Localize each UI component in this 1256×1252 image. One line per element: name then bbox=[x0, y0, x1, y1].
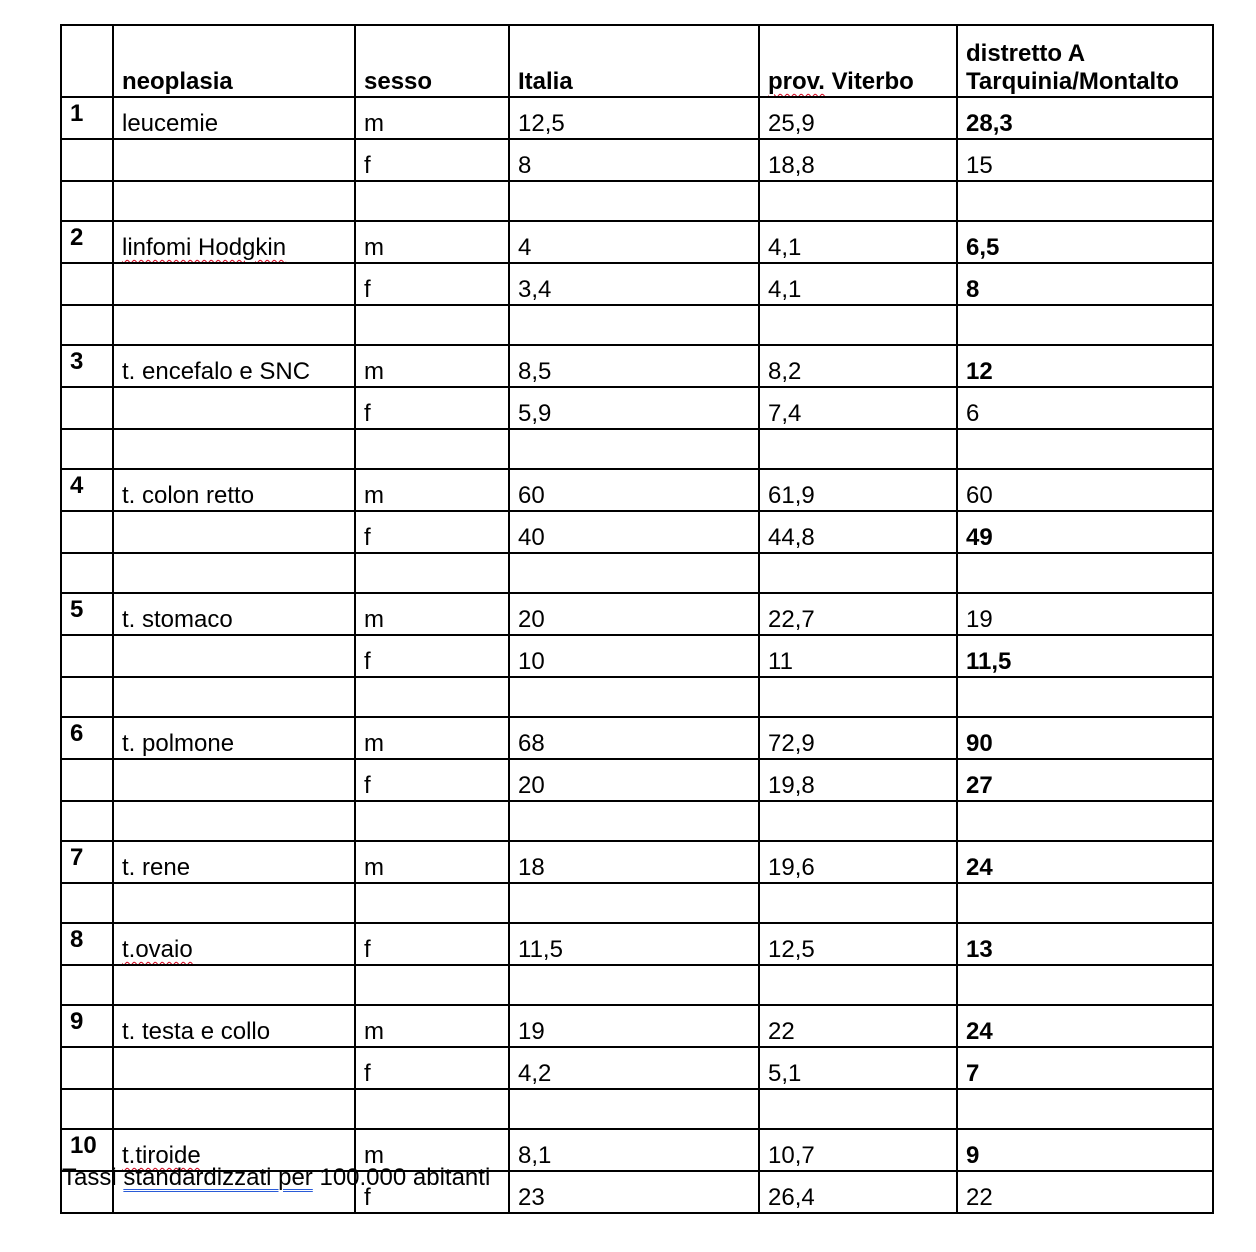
empty-cell bbox=[355, 429, 509, 469]
neoplasia-label: t. testa e collo bbox=[122, 1018, 271, 1045]
row-number: 10 bbox=[61, 1129, 113, 1171]
sex-cell: m bbox=[355, 469, 509, 511]
spacer-row bbox=[61, 305, 1213, 345]
row-number: 2 bbox=[61, 221, 113, 263]
viterbo-value: 19,8 bbox=[759, 759, 957, 801]
empty-cell bbox=[355, 181, 509, 221]
empty-cell bbox=[957, 965, 1213, 1005]
district-value: 60 bbox=[957, 469, 1213, 511]
header-viterbo-prov: prov. bbox=[768, 68, 825, 95]
neoplasia-name bbox=[113, 221, 355, 263]
viterbo-value: 22 bbox=[759, 1005, 957, 1047]
empty-cell bbox=[113, 181, 355, 221]
empty-cell bbox=[759, 1089, 957, 1129]
empty-cell bbox=[957, 553, 1213, 593]
header-num bbox=[61, 25, 113, 97]
district-value: 11,5 bbox=[957, 635, 1213, 677]
header-row bbox=[61, 25, 1213, 97]
empty-cell bbox=[957, 181, 1213, 221]
neoplasia-label: t. colon retto bbox=[122, 482, 255, 509]
table-row bbox=[61, 221, 1213, 263]
sex-cell: m bbox=[355, 221, 509, 263]
empty-cell bbox=[509, 429, 759, 469]
neoplasia-name bbox=[113, 717, 355, 759]
empty-cell bbox=[957, 1089, 1213, 1129]
empty-cell bbox=[759, 553, 957, 593]
spacer-row bbox=[61, 1089, 1213, 1129]
empty-cell bbox=[113, 801, 355, 841]
neoplasia-name bbox=[113, 97, 355, 139]
district-value: 9 bbox=[957, 1129, 1213, 1171]
table-row bbox=[61, 717, 1213, 759]
empty-cell bbox=[355, 305, 509, 345]
viterbo-value: 26,4 bbox=[759, 1171, 957, 1213]
empty-cell bbox=[759, 883, 957, 923]
row-number bbox=[61, 139, 113, 181]
empty-cell bbox=[355, 801, 509, 841]
neoplasia-name bbox=[113, 841, 355, 883]
neoplasia-name bbox=[113, 1047, 355, 1089]
header-viterbo-label: Viterbo bbox=[824, 68, 914, 95]
spacer-row bbox=[61, 429, 1213, 469]
row-number: 8 bbox=[61, 923, 113, 965]
sex-cell: f bbox=[355, 139, 509, 181]
district-value: 15 bbox=[957, 139, 1213, 181]
viterbo-value: 12,5 bbox=[759, 923, 957, 965]
sex-cell: m bbox=[355, 717, 509, 759]
viterbo-value: 44,8 bbox=[759, 511, 957, 553]
neoplasia-name bbox=[113, 923, 355, 965]
italia-value: 68 bbox=[509, 717, 759, 759]
spacer-row bbox=[61, 553, 1213, 593]
row-number bbox=[61, 387, 113, 429]
italia-value: 3,4 bbox=[509, 263, 759, 305]
row-number: 4 bbox=[61, 469, 113, 511]
empty-cell bbox=[113, 553, 355, 593]
table-row bbox=[61, 97, 1213, 139]
district-value: 49 bbox=[957, 511, 1213, 553]
header-district-line2: Tarquinia/Montalto bbox=[966, 68, 1179, 95]
neoplasia-name bbox=[113, 263, 355, 305]
sex-cell: f bbox=[355, 1047, 509, 1089]
empty-cell bbox=[61, 1089, 113, 1129]
empty-cell bbox=[509, 305, 759, 345]
table-row bbox=[61, 1047, 1213, 1089]
sex-cell: f bbox=[355, 1171, 509, 1213]
italia-value: 20 bbox=[509, 593, 759, 635]
district-value: 19 bbox=[957, 593, 1213, 635]
italia-value: 20 bbox=[509, 759, 759, 801]
neoplasia-label: leucemie bbox=[122, 110, 219, 137]
italia-value: 11,5 bbox=[509, 923, 759, 965]
empty-cell bbox=[759, 181, 957, 221]
neoplasia-label: t. polmone bbox=[122, 730, 235, 757]
neoplasia-label: t. stomaco bbox=[122, 606, 233, 633]
row-number bbox=[61, 263, 113, 305]
empty-cell bbox=[355, 1089, 509, 1129]
sex-cell: m bbox=[355, 841, 509, 883]
italia-value: 8 bbox=[509, 139, 759, 181]
spacer-row bbox=[61, 677, 1213, 717]
district-value: 24 bbox=[957, 841, 1213, 883]
italia-value: 4,2 bbox=[509, 1047, 759, 1089]
empty-cell bbox=[61, 181, 113, 221]
district-value: 6 bbox=[957, 387, 1213, 429]
empty-cell bbox=[759, 429, 957, 469]
row-number bbox=[61, 635, 113, 677]
italia-value: 12,5 bbox=[509, 97, 759, 139]
empty-cell bbox=[759, 965, 957, 1005]
empty-cell bbox=[759, 801, 957, 841]
empty-cell bbox=[61, 677, 113, 717]
neoplasia-name bbox=[113, 759, 355, 801]
italia-value: 60 bbox=[509, 469, 759, 511]
row-number: 5 bbox=[61, 593, 113, 635]
header-sesso: sesso bbox=[355, 25, 509, 97]
italia-value: 23 bbox=[509, 1171, 759, 1213]
table-row bbox=[61, 345, 1213, 387]
neoplasia-label: t.tiroide bbox=[122, 1142, 201, 1169]
empty-cell bbox=[957, 883, 1213, 923]
table-row bbox=[61, 841, 1213, 883]
header-viterbo bbox=[759, 25, 957, 97]
viterbo-value: 22,7 bbox=[759, 593, 957, 635]
empty-cell bbox=[61, 965, 113, 1005]
empty-cell bbox=[509, 677, 759, 717]
row-number bbox=[61, 759, 113, 801]
sex-cell: m bbox=[355, 1129, 509, 1171]
empty-cell bbox=[113, 1089, 355, 1129]
empty-cell bbox=[509, 965, 759, 1005]
viterbo-value: 19,6 bbox=[759, 841, 957, 883]
empty-cell bbox=[509, 553, 759, 593]
italia-value: 19 bbox=[509, 1005, 759, 1047]
italia-value: 8,1 bbox=[509, 1129, 759, 1171]
empty-cell bbox=[759, 305, 957, 345]
sex-cell: f bbox=[355, 387, 509, 429]
neoplasia-name bbox=[113, 387, 355, 429]
empty-cell bbox=[509, 883, 759, 923]
viterbo-value: 10,7 bbox=[759, 1129, 957, 1171]
district-value: 28,3 bbox=[957, 97, 1213, 139]
viterbo-value: 72,9 bbox=[759, 717, 957, 759]
empty-cell bbox=[957, 677, 1213, 717]
empty-cell bbox=[61, 801, 113, 841]
empty-cell bbox=[113, 305, 355, 345]
district-value: 6,5 bbox=[957, 221, 1213, 263]
row-number: 3 bbox=[61, 345, 113, 387]
empty-cell bbox=[61, 883, 113, 923]
sex-cell: f bbox=[355, 263, 509, 305]
header-district-line1: distretto A bbox=[966, 40, 1086, 67]
neoplasia-name bbox=[113, 1005, 355, 1047]
district-value: 27 bbox=[957, 759, 1213, 801]
empty-cell bbox=[61, 305, 113, 345]
italia-value: 10 bbox=[509, 635, 759, 677]
viterbo-value: 61,9 bbox=[759, 469, 957, 511]
footnote bbox=[62, 1164, 490, 1192]
table-row bbox=[61, 511, 1213, 553]
footnote-suffix: 100.000 abitanti bbox=[312, 1164, 491, 1191]
row-number: 6 bbox=[61, 717, 113, 759]
empty-cell bbox=[509, 801, 759, 841]
neoplasia-name bbox=[113, 635, 355, 677]
sex-cell: m bbox=[355, 593, 509, 635]
viterbo-value: 18,8 bbox=[759, 139, 957, 181]
footnote-prefix: Tassi bbox=[62, 1164, 124, 1191]
sex-cell: f bbox=[355, 923, 509, 965]
empty-cell bbox=[509, 1089, 759, 1129]
row-number: 1 bbox=[61, 97, 113, 139]
empty-cell bbox=[957, 801, 1213, 841]
empty-cell bbox=[61, 429, 113, 469]
italia-value: 5,9 bbox=[509, 387, 759, 429]
district-value: 7 bbox=[957, 1047, 1213, 1089]
footnote-underlined: standardizzati per bbox=[123, 1164, 313, 1191]
table-row bbox=[61, 1005, 1213, 1047]
viterbo-value: 5,1 bbox=[759, 1047, 957, 1089]
empty-cell bbox=[355, 677, 509, 717]
incidence-table bbox=[60, 24, 1214, 1214]
viterbo-value: 8,2 bbox=[759, 345, 957, 387]
spacer-row bbox=[61, 181, 1213, 221]
district-value: 90 bbox=[957, 717, 1213, 759]
row-number: 7 bbox=[61, 841, 113, 883]
table-row bbox=[61, 923, 1213, 965]
table-row bbox=[61, 387, 1213, 429]
empty-cell bbox=[355, 883, 509, 923]
viterbo-value: 4,1 bbox=[759, 263, 957, 305]
row-number bbox=[61, 1047, 113, 1089]
row-number: 9 bbox=[61, 1005, 113, 1047]
table-row bbox=[61, 635, 1213, 677]
italia-value: 18 bbox=[509, 841, 759, 883]
row-number bbox=[61, 511, 113, 553]
viterbo-value: 7,4 bbox=[759, 387, 957, 429]
table-row bbox=[61, 759, 1213, 801]
empty-cell bbox=[759, 677, 957, 717]
sex-cell: m bbox=[355, 1005, 509, 1047]
viterbo-value: 4,1 bbox=[759, 221, 957, 263]
neoplasia-name bbox=[113, 469, 355, 511]
spacer-row bbox=[61, 965, 1213, 1005]
district-value: 12 bbox=[957, 345, 1213, 387]
sex-cell: f bbox=[355, 511, 509, 553]
neoplasia-label: t. encefalo e SNC bbox=[122, 358, 311, 385]
neoplasia-name bbox=[113, 139, 355, 181]
header-neoplasia: neoplasia bbox=[113, 25, 355, 97]
spacer-row bbox=[61, 883, 1213, 923]
empty-cell bbox=[957, 429, 1213, 469]
neoplasia-name bbox=[113, 511, 355, 553]
italia-value: 4 bbox=[509, 221, 759, 263]
empty-cell bbox=[355, 553, 509, 593]
spacer-row bbox=[61, 801, 1213, 841]
header-district bbox=[957, 25, 1213, 97]
neoplasia-label: t. rene bbox=[122, 854, 191, 881]
table-row bbox=[61, 469, 1213, 511]
empty-cell bbox=[113, 883, 355, 923]
sex-cell: m bbox=[355, 97, 509, 139]
table-row bbox=[61, 263, 1213, 305]
viterbo-value: 11 bbox=[759, 635, 957, 677]
empty-cell bbox=[113, 429, 355, 469]
district-value: 24 bbox=[957, 1005, 1213, 1047]
district-value: 22 bbox=[957, 1171, 1213, 1213]
sex-cell: f bbox=[355, 635, 509, 677]
empty-cell bbox=[355, 965, 509, 1005]
viterbo-value: 25,9 bbox=[759, 97, 957, 139]
sex-cell: f bbox=[355, 759, 509, 801]
italia-value: 8,5 bbox=[509, 345, 759, 387]
sex-cell: m bbox=[355, 345, 509, 387]
table-row bbox=[61, 139, 1213, 181]
italia-value: 40 bbox=[509, 511, 759, 553]
neoplasia-name bbox=[113, 593, 355, 635]
empty-cell bbox=[61, 553, 113, 593]
empty-cell bbox=[509, 181, 759, 221]
neoplasia-name bbox=[113, 345, 355, 387]
empty-cell bbox=[957, 305, 1213, 345]
neoplasia-label: t.ovaio bbox=[122, 936, 193, 963]
empty-cell bbox=[113, 677, 355, 717]
neoplasia-label: linfomi Hodgkin bbox=[122, 234, 287, 261]
empty-cell bbox=[113, 965, 355, 1005]
header-italia: Italia bbox=[509, 25, 759, 97]
district-value: 13 bbox=[957, 923, 1213, 965]
table-row bbox=[61, 593, 1213, 635]
district-value: 8 bbox=[957, 263, 1213, 305]
